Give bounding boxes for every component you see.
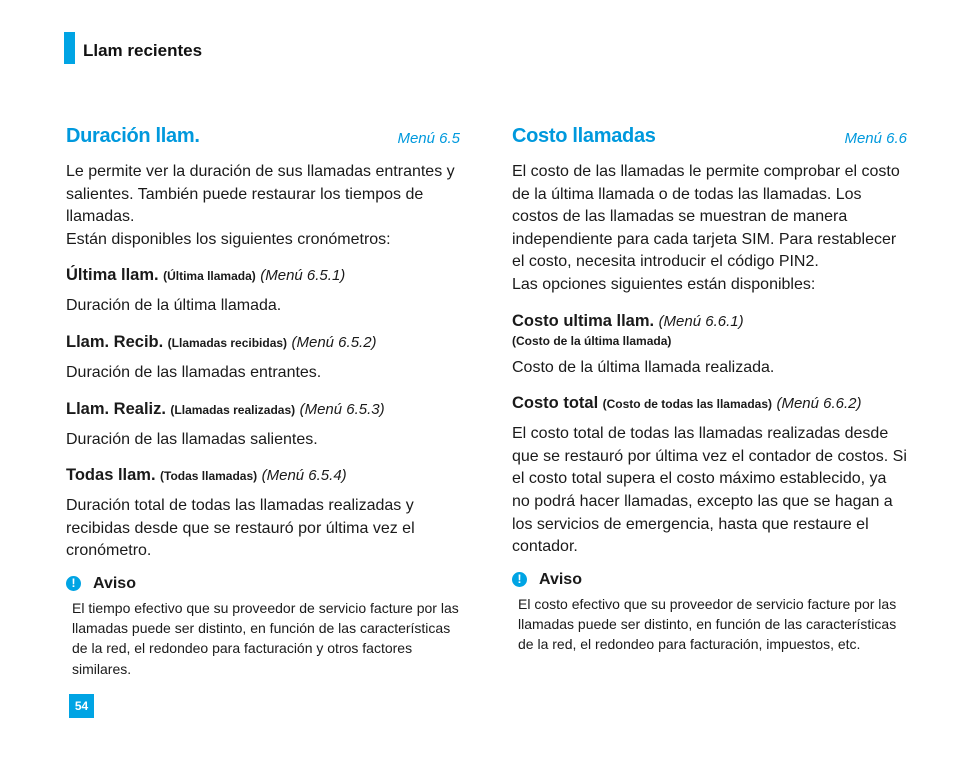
subsection-menu-ref: (Menú 6.6.2) [776, 395, 862, 413]
header-accent-bar [64, 32, 75, 64]
subsection-desc: El costo total de todas las llamadas realizadas desde que se restauró por última vez el contador de costos. Si el costo total supera el costo máximo establecido, ya no podrá hacer llamadas, excepto las que se hagan a los servicios de emergencia, hasta que restaure el contador. [512, 425, 907, 556]
subsection-menu-ref: (Menú 6.5.4) [261, 467, 347, 485]
subsection-realizadas [66, 398, 460, 421]
intro-paragraph: Le permite ver la duración de sus llamadas entrantes y salientes. También puede restaurar los tiempos de llamadas. [66, 163, 455, 226]
section-menu-ref: Menú 6.5 [397, 130, 460, 147]
subsection-name: Llam. Recib. [66, 332, 164, 351]
subsection-alias: (Todas llamadas) [160, 469, 258, 484]
aviso-note [66, 575, 460, 679]
subsection-costo-total [512, 392, 907, 415]
intro-paragraph: El costo de las llamadas le permite comprobar el costo de la última llamada o de todas las llamadas. Los costos de las llamadas se muestran de manera independiente para cada tarjeta SIM. Para restablecer el costo, necesita introducir el código PIN2. [512, 163, 900, 271]
aviso-note [512, 571, 907, 655]
page-header-title: Llam recientes [83, 41, 203, 60]
aviso-title: Aviso [93, 574, 136, 592]
subsection-todas [66, 464, 460, 487]
subsection-recibidas [66, 331, 460, 354]
subsection-alias: (Costo de todas las llamadas) [602, 397, 773, 412]
subsection-menu-ref: (Menú 6.6.1) [658, 312, 744, 330]
exclamation-icon: ! [66, 576, 81, 591]
subsection-name: Costo total [512, 394, 599, 413]
subsection-desc: Duración de las llamadas salientes. [66, 430, 318, 448]
subsection-alias: (Llamadas recibidas) [167, 335, 288, 350]
subsection-name: Última llam. [66, 266, 159, 285]
subsection-alias: (Última llamada) [163, 269, 256, 284]
section-heading [512, 125, 907, 151]
subsection-desc: Duración total de todas las llamadas realizadas y recibidas desde que se restauró por última vez el cronómetro. [66, 497, 415, 560]
section-heading [66, 125, 460, 151]
aviso-title: Aviso [539, 570, 582, 588]
subsection-ultima [66, 264, 460, 287]
subsection-menu-ref: (Menú 6.5.2) [291, 333, 377, 351]
exclamation-icon: ! [512, 572, 527, 587]
aviso-text: El costo efectivo que su proveedor de servicio facture por las llamadas puede ser distinto, en función de las características de la red, el redondeo para facturación, impuestos, etc. [518, 595, 897, 653]
section-title: Duración llam. [66, 125, 200, 147]
subsection-desc: Duración de la última llamada. [66, 297, 282, 315]
subsection-name: Todas llam. [66, 466, 156, 485]
section-title: Costo llamadas [512, 125, 656, 147]
subsection-desc: Costo de la última llamada realizada. [512, 358, 775, 376]
subsection-menu-ref: (Menú 6.5.3) [299, 400, 385, 418]
aviso-heading [512, 571, 907, 589]
section-costo [512, 125, 907, 654]
subsection-costo-ultima [512, 310, 907, 349]
subsection-name: Llam. Realiz. [66, 399, 166, 418]
subsection-desc: Duración de las llamadas entrantes. [66, 363, 322, 381]
subsection-alias: (Llamadas realizadas) [170, 402, 296, 417]
subsection-alias: (Costo de la última llamada) [512, 333, 672, 348]
aviso-text: El tiempo efectivo que su proveedor de servicio facture por las llamadas puede ser distinto, en función de las características de la red, el redondeo para facturación y otros factores similares. [72, 599, 459, 677]
intro-paragraph: Las opciones siguientes están disponibles: [512, 275, 816, 293]
section-menu-ref: Menú 6.6 [844, 130, 907, 147]
aviso-heading [66, 575, 460, 593]
subsection-menu-ref: (Menú 6.5.1) [260, 267, 346, 285]
page-number: 54 [69, 694, 94, 718]
subsection-name: Costo ultima llam. [512, 311, 655, 330]
intro-paragraph: Están disponibles los siguientes cronómetros: [66, 230, 391, 248]
section-duracion [66, 125, 460, 679]
